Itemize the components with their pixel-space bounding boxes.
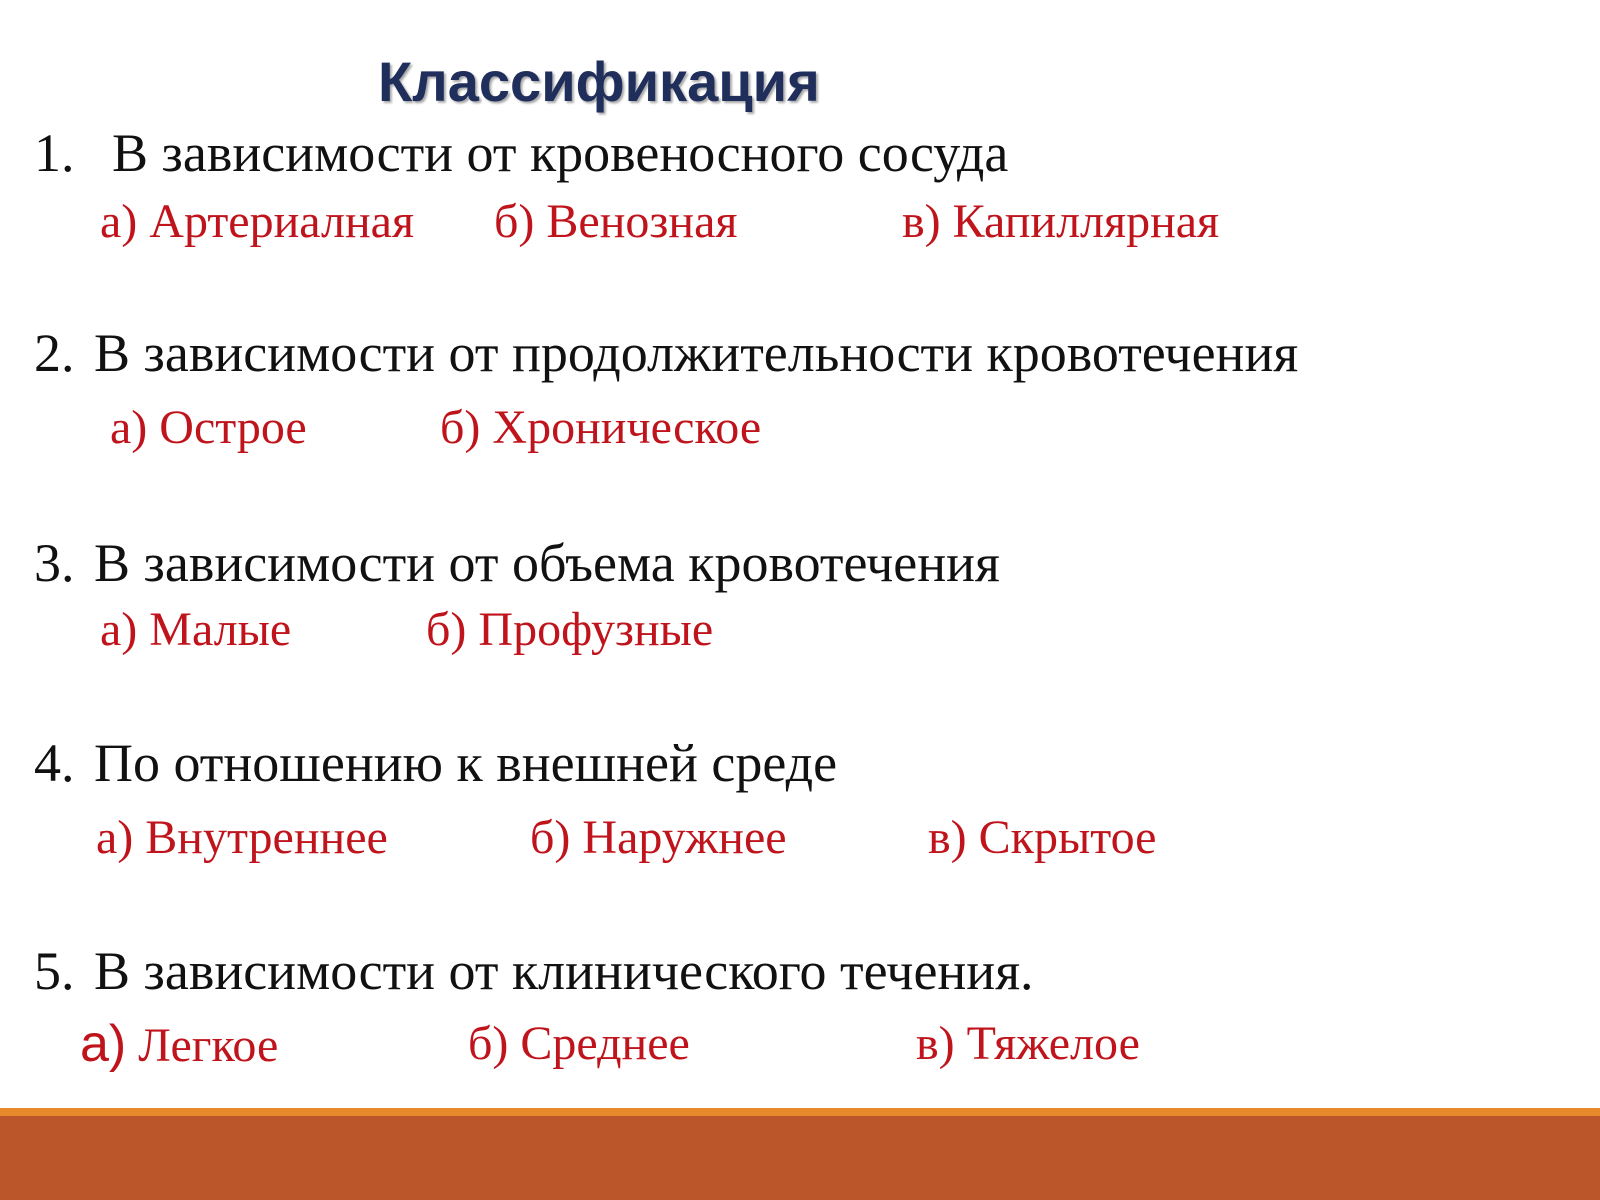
section-2-heading — [34, 322, 1298, 384]
section-1-heading — [34, 122, 1008, 184]
section-1-number: 1. — [34, 123, 75, 183]
section-4-heading — [34, 732, 837, 794]
section-2-text: В зависимости от продолжительности кровотечения — [94, 323, 1299, 383]
section-5-heading — [34, 940, 1034, 1002]
footer-accent-line — [0, 1108, 1600, 1116]
footer-bar — [0, 1116, 1600, 1200]
section-5-option-b: б) Среднее — [468, 1017, 690, 1070]
section-3-number: 3. — [34, 533, 75, 593]
section-5-option-a-label: Легкое — [138, 1019, 279, 1072]
section-5-text: В зависимости от клинического течения. — [94, 941, 1034, 1001]
section-5-option-a-marker: а) — [80, 1015, 127, 1073]
section-5-number: 5. — [34, 941, 75, 1001]
section-1-text: В зависимости от кровеносного сосуда — [112, 123, 1009, 183]
section-4-number: 4. — [34, 733, 75, 793]
section-5-option-a — [80, 1016, 278, 1074]
section-3-option-a: а) Малые — [100, 603, 292, 656]
section-4-option-a: а) Внутреннее — [96, 811, 388, 864]
section-5-option-c: в) Тяжелое — [916, 1017, 1140, 1070]
section-1-option-a: а) Артериалная — [100, 195, 415, 248]
section-4-text: По отношению к внешней среде — [94, 733, 838, 793]
section-3-heading — [34, 532, 1000, 594]
slide-title: Классификация — [378, 50, 820, 113]
section-4-option-b: б) Наружнее — [530, 811, 787, 864]
section-1-option-b: б) Венозная — [494, 195, 738, 248]
section-1-option-c: в) Капиллярная — [902, 195, 1220, 248]
section-3-option-b: б) Профузные — [426, 603, 714, 656]
section-2-option-a: а) Острое — [110, 401, 307, 454]
section-3-text: В зависимости от объема кровотечения — [94, 533, 1000, 593]
section-4-option-c: в) Скрытое — [928, 811, 1157, 864]
section-2-option-b: б) Хроническое — [440, 401, 762, 454]
section-2-number: 2. — [34, 323, 75, 383]
